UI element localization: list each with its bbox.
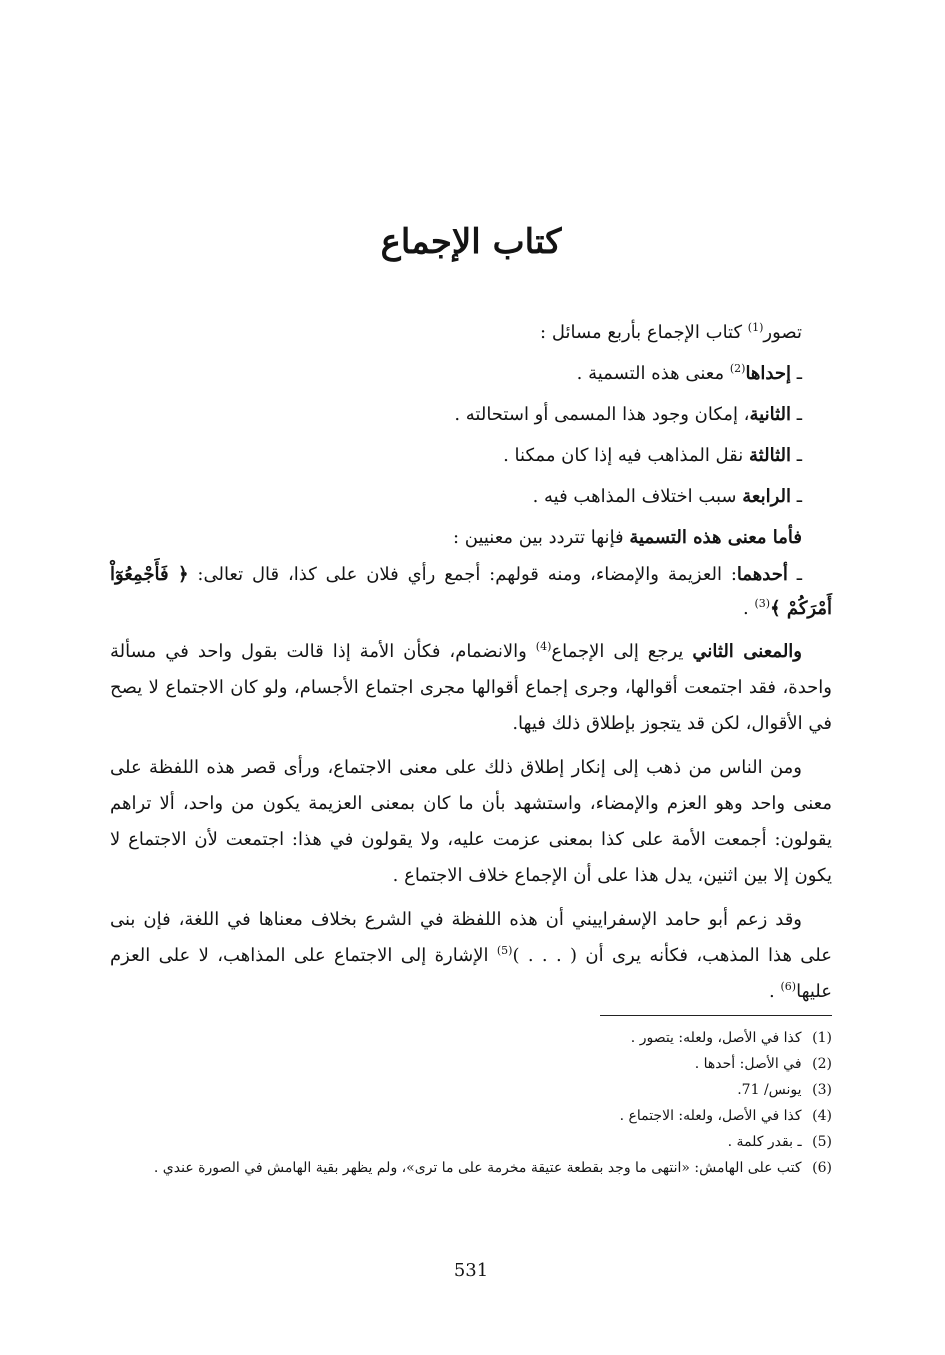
footnote-number: (6): [812, 1160, 832, 1176]
second-meaning-paragraph: [110, 634, 832, 742]
footnote-ref: (3): [754, 597, 771, 610]
footnote-text: كذا في الأصل، ولعله: يتصور .: [630, 1030, 802, 1046]
intro-post: كتاب الإجماع بأربع مسائل :: [540, 322, 748, 343]
footnote-number: (2): [812, 1056, 832, 1072]
issue-label: الثانية: [749, 404, 791, 425]
issue-text: معنى هذه التسمية .: [576, 363, 730, 384]
paragraph-4-mid: الإشارة إلى الاجتماع على المذاهب، لا على العزم عليها: [110, 945, 832, 1002]
issue-text: سبب اختلاف المذاهب فيه .: [532, 486, 743, 507]
issue-item: [110, 394, 832, 435]
footnote-text: ـ بقدر كلمة .: [727, 1134, 802, 1150]
footnote-text: كتب على الهامش: «انتهى ما وجد بقطعة عتيقة مخرمة على ما ترى»، ولم يظهر بقية الهامش في الصورة عندي .: [153, 1160, 802, 1176]
meaning-intro-text: فإنها تتردد بين معنيين :: [452, 527, 630, 548]
list-dash: ـ: [791, 486, 802, 507]
paragraph-denial: ومن الناس من ذهب إلى إنكار إطلاق ذلك على معنى الاجتماع، ورأى قصر هذه اللفظة على معنى واحد وهو العزم والإمضاء، واستشهد بأن ما كان بمعنى العزيمة يكون من واحد، ألا تراهم يقولون: أجمعت الأمة على كذا بمعنى عزمت عليه، ولا يقولون في هذا: اجتمعت لأن الاجتماع لا يكون إلا بين اثنين، يدل هذا على أن الإجماع خلاف الاجتماع .: [110, 757, 832, 886]
footnote-ref: (1): [747, 321, 764, 334]
footnote: [110, 1025, 832, 1051]
footnote: [110, 1077, 832, 1103]
page-title: كتاب الإجماع: [380, 222, 562, 262]
page-number: 531: [453, 1260, 489, 1281]
issue-item: [110, 353, 832, 394]
paragraph-4-pre: وقد زعم أبو حامد الإسفراييني أن هذه اللفظة في الشرع بخلاف معناها في اللغة، فإن بنى على هذا المذهب، فكأنه يرى أن ( . . . ): [110, 909, 833, 966]
list-dash: ـ: [791, 404, 802, 425]
issue-text: نقل المذاهب فيه إذا كان ممكنا .: [503, 445, 750, 466]
footnote: [110, 1051, 832, 1077]
second-meaning-text: والانضمام، فكأن الأمة إذا قالت بقول واحد في مسألة واحدة، فقد اجتمعت أقوالها، وجرى إجماع أقوالها مجرى اجتماع الأجسام، ولو كان الاجتماع لا يصح في الأقوال، لكن قد يتجوز بإطلاق ذلك فيها.: [110, 641, 832, 734]
footnote-text: يونس/ 71.: [737, 1082, 802, 1098]
first-meaning-label: أحدهما: [736, 564, 788, 585]
footnote-text: كذا في الأصل، ولعله: الاجتماع .: [619, 1108, 802, 1124]
footnote-text: في الأصل: أحدها .: [694, 1056, 802, 1072]
issue-label: إحداها: [745, 363, 791, 384]
footnote-ref: (5): [496, 944, 513, 957]
second-meaning-pre: يرجع إلى الإجماع: [551, 641, 693, 662]
intro-pre: تصور: [763, 322, 802, 343]
second-meaning-label: والمعنى الثاني: [692, 641, 803, 662]
paragraph-isfarayini: [110, 902, 832, 1010]
document-page: [110, 0, 832, 1355]
sentence-end: .: [769, 981, 781, 1002]
issue-item: [110, 435, 832, 476]
meaning-intro: [110, 517, 832, 558]
main-text: [110, 312, 832, 1018]
first-meaning-text: : العزيمة والإمضاء، ومنه قولهم: أجمع رأي فلان على كذا، قال تعالى:: [197, 564, 737, 585]
footnote-ref: (6): [780, 980, 797, 993]
meaning-intro-label: فأما معنى هذه التسمية: [629, 527, 802, 548]
issue-text: ، إمكان وجود هذا المسمى أو استحالته .: [454, 404, 750, 425]
footnote-number: (4): [812, 1108, 832, 1124]
issue-label: الرابعة: [742, 486, 791, 507]
first-meaning: [110, 558, 832, 626]
footnote-number: (1): [812, 1030, 832, 1046]
list-dash: ـ: [787, 564, 802, 585]
footnote-ref: (2): [729, 362, 746, 375]
footnote: [110, 1155, 832, 1181]
footnote: [110, 1103, 832, 1129]
footnotes: [110, 1025, 832, 1181]
footnote-number: (5): [812, 1134, 832, 1150]
issue-item: [110, 476, 832, 517]
issue-label: الثالثة: [749, 445, 791, 466]
footnote-number: (3): [812, 1082, 832, 1098]
footnote: [110, 1129, 832, 1155]
intro-line: [110, 312, 832, 353]
quran-verse: ﴿ فَأَجْمِعُوٓاْ أَمْرَكُمْ ﴾: [110, 564, 832, 619]
footnote-ref: (4): [535, 640, 552, 653]
list-dash: ـ: [791, 363, 802, 384]
list-dash: ـ: [791, 445, 802, 466]
sentence-end: .: [743, 598, 755, 619]
footnote-divider: [600, 1015, 832, 1016]
